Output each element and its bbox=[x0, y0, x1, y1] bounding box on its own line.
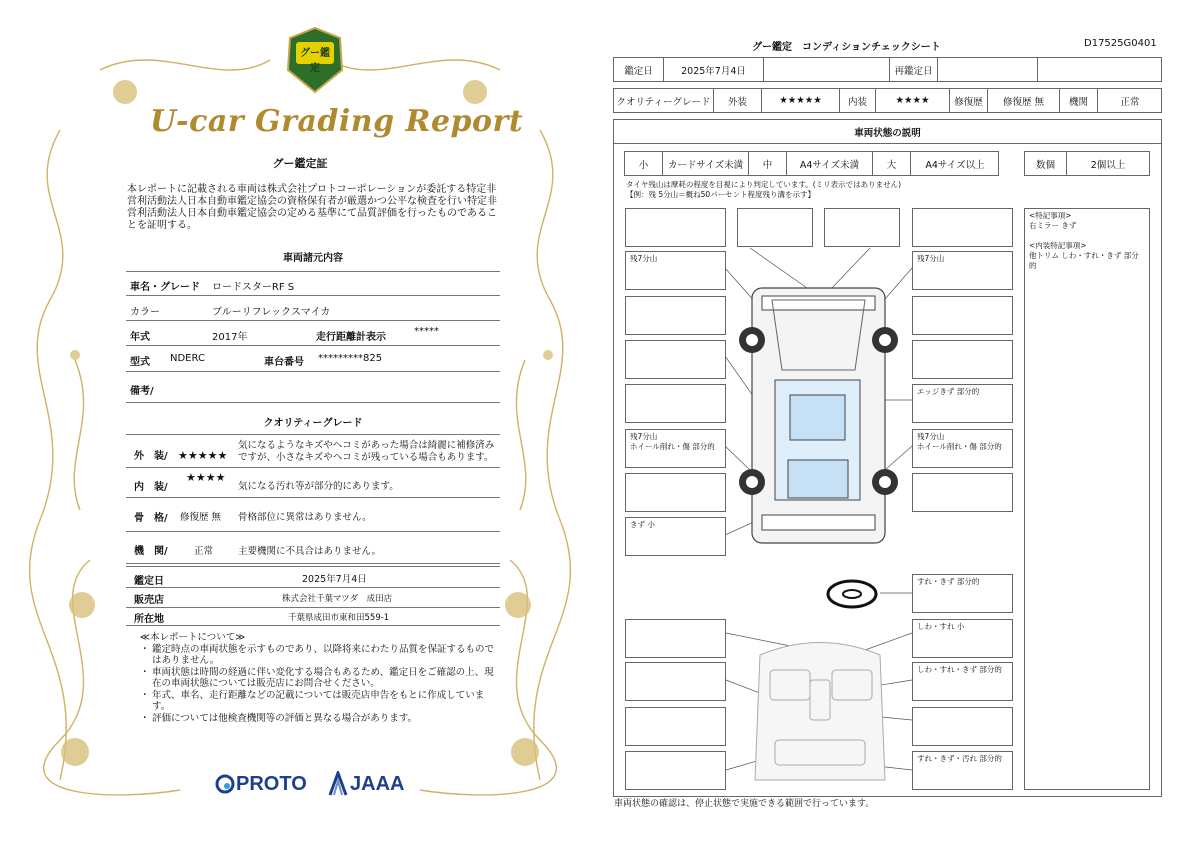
note-item: ・ 鑑定時点の車両状態を示すものであり、以降将来にわたり品質を保証するものではありません。 bbox=[140, 644, 500, 667]
repair-label: 修復歴 bbox=[950, 89, 988, 112]
spec-label: 備考/ bbox=[130, 386, 154, 397]
stars: ★★★★★ bbox=[178, 449, 228, 462]
spec-row-remarks bbox=[126, 372, 500, 403]
damage-box bbox=[625, 340, 726, 379]
spec-label: 車名・グレード bbox=[130, 282, 200, 293]
quality-label: 骨 格/ bbox=[134, 513, 168, 524]
size-large: 大 bbox=[873, 152, 911, 175]
quality-value: 正常 bbox=[194, 546, 214, 557]
steering-wheel-icon bbox=[828, 581, 876, 607]
quality-row-exterior bbox=[126, 434, 500, 468]
damage-box-interior-3: すれ・きず・汚れ 部分的 bbox=[912, 751, 1013, 790]
damage-box bbox=[737, 208, 813, 247]
spec-value: ロードスターRF S bbox=[212, 282, 295, 293]
count-label: 数個 bbox=[1025, 152, 1067, 175]
damage-box bbox=[912, 296, 1013, 335]
sheet-footnote: 車両状態の確認は、停止状態で実施できる範囲で行っています。 bbox=[614, 799, 875, 809]
ext-stars: ★★★★★ bbox=[762, 89, 840, 112]
quality-desc: 主要機関に不具合はありません。 bbox=[238, 546, 382, 557]
sheet-title: グー鑑定 コンディションチェックシート bbox=[752, 42, 941, 53]
grade-label: クオリティーグレード bbox=[614, 89, 714, 112]
engine-value: 正常 bbox=[1120, 96, 1140, 108]
sheet-id: D17525G0401 bbox=[1084, 38, 1157, 49]
spec-row-name bbox=[126, 271, 500, 296]
jaaa-logo-icon bbox=[328, 771, 348, 797]
car-top-view bbox=[752, 288, 885, 543]
info-value: 千葉県成田市東和田559-1 bbox=[288, 613, 390, 623]
date-label: 鑑定日 bbox=[614, 58, 664, 81]
car-interior-view bbox=[755, 643, 885, 781]
info-row-shop bbox=[126, 588, 500, 608]
damage-box-right-edge: エッジきず 部分的 bbox=[912, 384, 1013, 423]
damage-box-interior-1: しわ・すれ 小 bbox=[912, 619, 1013, 658]
quality-row-interior bbox=[126, 468, 500, 498]
spec-label: 型式 bbox=[130, 357, 150, 368]
quality-label: 外 装/ bbox=[134, 451, 168, 462]
damage-box bbox=[912, 473, 1013, 512]
spec-row-model bbox=[126, 346, 500, 372]
count-desc: 2個以上 bbox=[1090, 159, 1126, 171]
damage-box bbox=[625, 208, 726, 247]
proto-logo-icon bbox=[215, 773, 235, 795]
note-item: ・ 車両状態は時間の経過に伴い変化する場合もあるため、鑑定日をご確認の上、現在の車両状態については販売店にお問合せください。 bbox=[140, 667, 500, 690]
damage-box bbox=[912, 340, 1013, 379]
quality-desc: 気になる汚れ等が部分的にあります。 bbox=[238, 481, 399, 492]
info-value: 2025年7月4日 bbox=[302, 574, 367, 585]
size-mid: 中 bbox=[749, 152, 787, 175]
ext-label: 外装 bbox=[714, 89, 762, 112]
spec-label: 車台番号 bbox=[264, 357, 304, 368]
engine-label: 機関 bbox=[1060, 89, 1098, 112]
info-label: 販売店 bbox=[134, 595, 164, 606]
quality-desc: 骨格部位に異常はありません。 bbox=[238, 512, 372, 523]
certificate-intro: 本レポートに記載される車両は株式会社プロトコーポレーションが委託する特定非営利活動法人日本自動車鑑定協会の資格保有者が厳選かつ公平な検査を行い特定非営利活動法人日本自動車鑑定協会の定める基準にて品質評価を行ったものであることを証明する。 bbox=[127, 184, 497, 231]
damage-box bbox=[625, 619, 726, 658]
quality-label: 機 関/ bbox=[134, 546, 168, 557]
notes-title: ≪本レポートについて≫ bbox=[140, 632, 246, 643]
damage-box bbox=[625, 296, 726, 335]
info-value: 株式会社千葉マツダ 成田店 bbox=[282, 594, 393, 604]
quality-row-engine bbox=[126, 532, 500, 564]
spec-value: ***** bbox=[414, 326, 439, 337]
quality-desc: 気になるようなキズやヘコミがあった場合は綺麗に補修済みですが、小さなキズやヘコミが残っている場合もあります。 bbox=[238, 440, 495, 463]
spec-value: 2017年 bbox=[212, 332, 248, 343]
note-item: ・ 年式、車名、走行距離などの記載については販売店申告をもとに作成しています。 bbox=[140, 690, 500, 713]
damage-box bbox=[625, 751, 726, 790]
damage-box bbox=[625, 384, 726, 423]
damage-box-right-front-tire: 残7分山 bbox=[912, 251, 1013, 290]
damage-box bbox=[824, 208, 900, 247]
spec-label: 走行距離計表示 bbox=[316, 332, 386, 343]
damage-box bbox=[625, 707, 726, 746]
size-mid-desc: A4サイズ未満 bbox=[787, 152, 873, 175]
note-item: ・ 評価については他検査機関等の評価と異なる場合があります。 bbox=[140, 713, 500, 725]
spec-row-color bbox=[126, 296, 500, 321]
specs-heading: 車両諸元内容 bbox=[283, 253, 343, 264]
damage-box-left-rear: きず 小 bbox=[625, 517, 726, 556]
date-value: 2025年7月4日 bbox=[664, 58, 764, 81]
jaaa-logo: JAAA bbox=[350, 773, 405, 795]
report-title: U-car Grading Report bbox=[150, 104, 524, 139]
tire-note: タイヤ残山は摩耗の程度を目視により判定しています。(ミリ表示ではありません) bbox=[626, 180, 902, 189]
damage-box-steering: すれ・きず 部分的 bbox=[912, 574, 1013, 613]
info-row-address bbox=[126, 608, 500, 626]
spec-label: カラー bbox=[130, 307, 160, 318]
quality-value: 修復歴 無 bbox=[180, 512, 222, 523]
spec-row-year bbox=[126, 321, 500, 346]
info-label: 鑑定日 bbox=[134, 576, 164, 587]
int-stars: ★★★★ bbox=[876, 89, 950, 112]
size-large-desc: A4サイズ以上 bbox=[925, 159, 985, 171]
damage-box-left-front-tire: 残7分山 bbox=[625, 251, 726, 290]
damage-box bbox=[912, 208, 1013, 247]
quality-label: 内 装/ bbox=[134, 482, 168, 493]
damage-box bbox=[625, 473, 726, 512]
quality-heading: クオリティーグレード bbox=[263, 418, 363, 429]
damage-box-right-rear-tire: 残7分山 ホイール削れ・傷 部分的 bbox=[912, 429, 1013, 468]
redate-label: 再鑑定日 bbox=[890, 58, 938, 81]
damage-box bbox=[912, 707, 1013, 746]
size-small-desc: カードサイズ未満 bbox=[663, 152, 749, 175]
damage-box-interior-2: しわ・すれ・きず 部分的 bbox=[912, 662, 1013, 701]
report-notes bbox=[140, 632, 500, 724]
damage-box-left-rear-tire: 残7分山 ホイール削れ・傷 部分的 bbox=[625, 429, 726, 468]
spec-value: ブルーリフレックスマイカ bbox=[212, 307, 331, 318]
special-notes: <特記事項> 右ミラー きず <内装特記事項> 他トリム しわ・すれ・きず 部分的 bbox=[1024, 208, 1150, 790]
info-label: 所在地 bbox=[134, 614, 164, 625]
spec-label: 年式 bbox=[130, 332, 150, 343]
tire-note-example: 【例：残 5分山＝概ね50パーセント程度残り溝を示す】 bbox=[626, 190, 816, 199]
damage-box bbox=[625, 662, 726, 701]
int-label: 内装 bbox=[840, 89, 876, 112]
certificate-title: グー鑑定証 bbox=[272, 157, 328, 170]
explain-title: 車両状態の説明 bbox=[613, 119, 1162, 144]
quality-row-frame bbox=[126, 498, 500, 532]
info-row-date bbox=[126, 566, 500, 588]
spec-value: NDERC bbox=[170, 353, 205, 364]
size-small: 小 bbox=[625, 152, 663, 175]
proto-logo: PROTO bbox=[236, 773, 307, 795]
stars: ★★★★ bbox=[186, 471, 226, 484]
badge-text: グー鑑定 bbox=[300, 48, 330, 74]
spec-value: *********825 bbox=[318, 353, 383, 364]
repair-value: 修復歴 無 bbox=[988, 89, 1060, 112]
